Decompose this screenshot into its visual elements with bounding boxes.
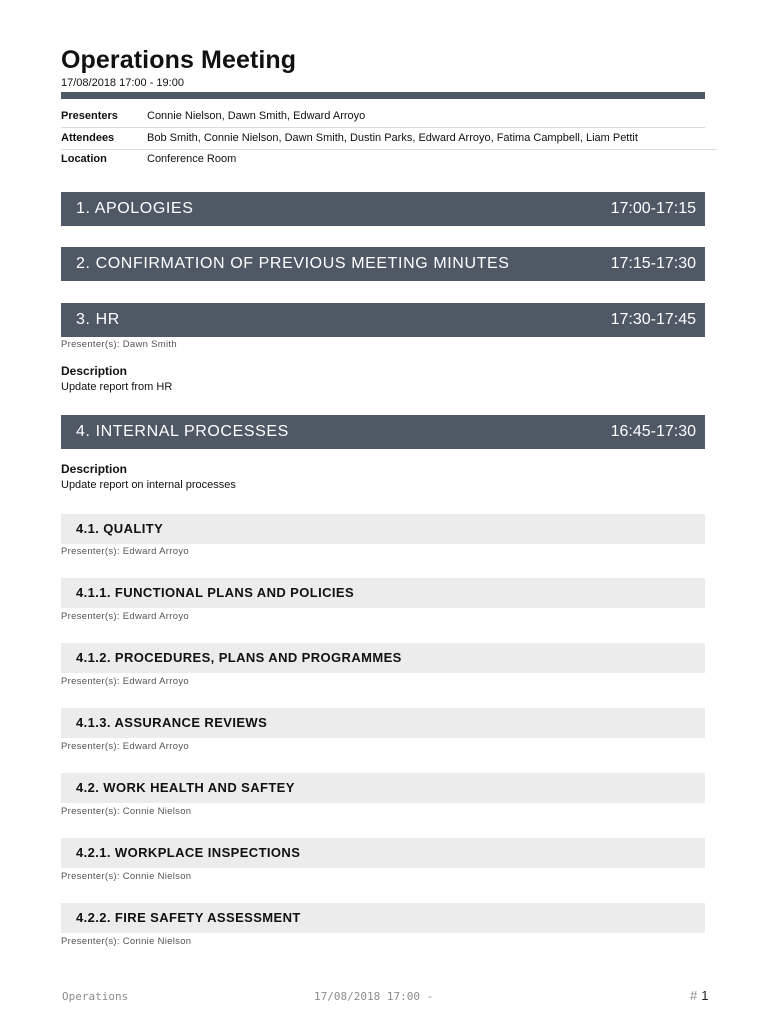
subitem-title: 4.2.2. FIRE SAFETY ASSESSMENT [76,910,301,925]
agenda-item-title: 1. APOLOGIES [76,200,194,217]
description-label: Description [61,462,128,476]
title-divider [61,92,705,99]
presenter-line: Presenter(s): Edward Arroyo [61,611,189,622]
presenter-line: Presenter(s): Dawn Smith [61,339,177,350]
info-row-presenters [61,106,705,128]
page-title: Operations Meeting [61,46,297,74]
presenter-line: Presenter(s): Edward Arroyo [61,546,189,557]
info-row-attendees [61,128,717,150]
page-number-value: 1 [701,988,709,1003]
subitem-title: 4.2.1. WORKPLACE INSPECTIONS [76,845,301,860]
subitem-workplace-inspections [61,838,705,868]
agenda-item-title: 3. HR [76,311,120,328]
footer-title: Operations [62,990,129,1003]
agenda-item-title: 2. CONFIRMATION OF PREVIOUS MEETING MINUTES [76,255,510,272]
page-hash: # [690,988,698,1003]
presenter-line: Presenter(s): Connie Nielson [61,871,192,882]
subitem-fire-safety [61,903,705,933]
description-text: Update report on internal processes [61,479,236,491]
agenda-item-time: 17:15-17:30 [610,255,696,272]
subitem-work-health [61,773,705,803]
agenda-item-time: 17:30-17:45 [610,311,696,328]
agenda-item-title: 4. INTERNAL PROCESSES [76,423,289,440]
info-value: Conference Room [147,153,237,165]
presenter-line: Presenter(s): Edward Arroyo [61,676,189,687]
footer-datetime: 17/08/2018 17:00 - [314,990,434,1003]
info-label: Location [61,153,107,165]
info-label: Presenters [61,110,118,122]
info-row-location [61,149,705,170]
agenda-item-apologies [61,192,705,226]
subitem-title: 4.1.1. FUNCTIONAL PLANS AND POLICIES [76,585,355,600]
presenter-line: Presenter(s): Edward Arroyo [61,741,189,752]
agenda-item-internal-processes [61,415,705,449]
subitem-assurance-reviews [61,708,705,738]
info-value: Connie Nielson, Dawn Smith, Edward Arroyo [147,110,366,122]
page-number [690,988,708,1003]
subitem-procedures [61,643,705,673]
presenter-line: Presenter(s): Connie Nielson [61,936,192,947]
agenda-item-time: 16:45-17:30 [610,423,696,440]
subitem-title: 4.1. QUALITY [76,521,164,536]
subitem-quality [61,514,705,544]
description-label: Description [61,364,128,378]
subitem-title: 4.2. WORK HEALTH AND SAFTEY [76,780,295,795]
meeting-datetime: 17/08/2018 17:00 - 19:00 [61,77,184,89]
agenda-item-confirmation [61,247,705,281]
agenda-item-hr [61,303,705,337]
presenter-line: Presenter(s): Connie Nielson [61,806,192,817]
subitem-title: 4.1.2. PROCEDURES, PLANS AND PROGRAMMES [76,650,402,665]
description-text: Update report from HR [61,381,173,393]
info-value: Bob Smith, Connie Nielson, Dawn Smith, Dustin Parks, Edward Arroyo, Fatima Campbell, Liam Pettit [147,132,638,144]
subitem-title: 4.1.3. ASSURANCE REVIEWS [76,715,268,730]
subitem-functional-plans [61,578,705,608]
info-label: Attendees [61,132,115,144]
agenda-item-time: 17:00-17:15 [610,200,696,217]
